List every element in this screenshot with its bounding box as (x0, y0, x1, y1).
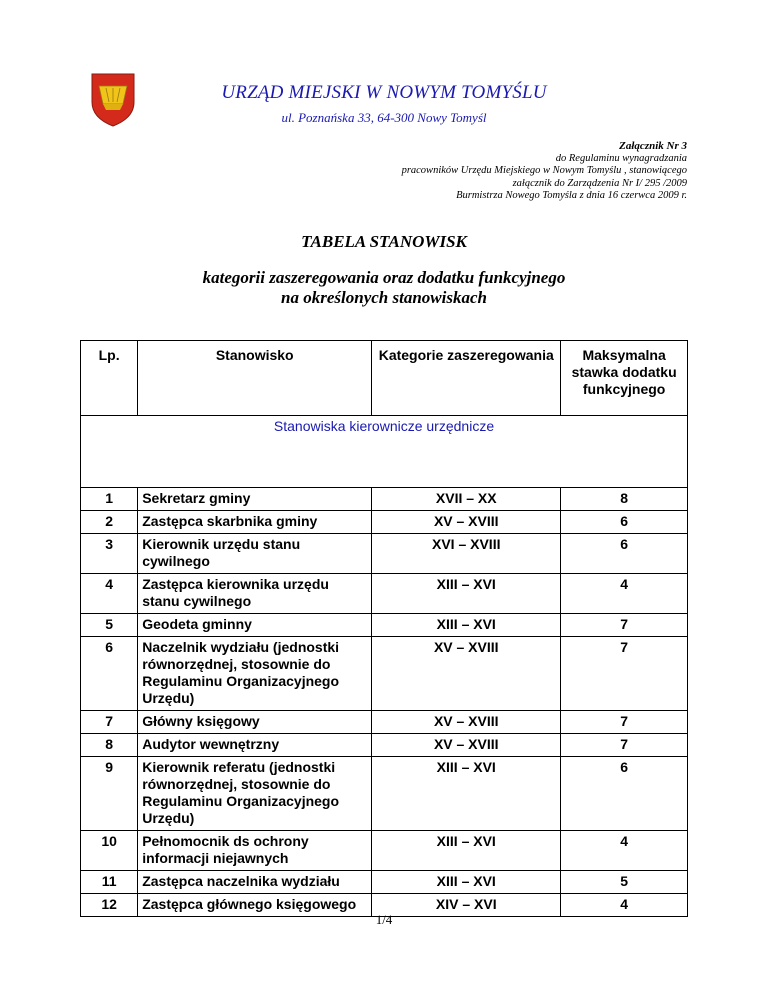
row-max-rate: 7 (561, 711, 688, 734)
row-lp: 7 (81, 711, 138, 734)
row-category: XVI – XVIII (372, 534, 561, 574)
office-name: URZĄD MIEJSKI W NOWYM TOMYŚLU (221, 82, 547, 103)
row-max-rate: 5 (561, 871, 688, 894)
table-row (81, 488, 688, 511)
row-position: Kierownik urzędu stanu cywilnego (138, 534, 372, 574)
row-position: Geodeta gminny (138, 614, 372, 637)
row-position: Zastępca skarbnika gminy (138, 511, 372, 534)
annex-line: do Regulaminu wynagradzania (555, 152, 687, 164)
row-lp: 6 (81, 637, 138, 711)
row-category: XIV – XVI (372, 894, 561, 917)
row-lp: 5 (81, 614, 138, 637)
table-row (81, 511, 688, 534)
row-max-rate: 7 (561, 637, 688, 711)
office-address: ul. Poznańska 33, 64-300 Nowy Tomyśl (281, 110, 487, 125)
row-lp: 8 (81, 734, 138, 757)
row-category: XIII – XVI (372, 831, 561, 871)
table-row (81, 831, 688, 871)
table-row (81, 711, 688, 734)
page-number: 1/4 (375, 912, 393, 927)
row-category: XV – XVIII (372, 711, 561, 734)
table-row (81, 574, 688, 614)
row-position: Zastępca kierownika urzędu stanu cywilnego (138, 574, 372, 614)
table-row (81, 734, 688, 757)
document-title: TABELA STANOWISK (301, 232, 467, 251)
row-max-rate: 6 (561, 757, 688, 831)
annex-note (402, 140, 687, 203)
table-row (81, 534, 688, 574)
row-lp: 10 (81, 831, 138, 871)
row-max-rate: 7 (561, 614, 688, 637)
section-title: Stanowiska kierownicze urzędnicze (81, 416, 688, 488)
row-category: XV – XVIII (372, 734, 561, 757)
row-category: XVII – XX (372, 488, 561, 511)
row-category: XV – XVIII (372, 637, 561, 711)
row-category: XIII – XVI (372, 871, 561, 894)
column-header-position: Stanowisko (138, 341, 372, 416)
row-position: Kierownik referatu (jednostki równorzędnej, stosownie do Regulaminu Organizacyjnego Urzędu) (138, 757, 372, 831)
subtitle-line-1: kategorii zaszeregowania oraz dodatku funkcyjnego (202, 268, 566, 287)
row-max-rate: 4 (561, 574, 688, 614)
positions-table (80, 340, 688, 917)
row-lp: 9 (81, 757, 138, 831)
row-category: XIII – XVI (372, 757, 561, 831)
annex-line: pracowników Urzędu Miejskiego w Nowym Tomyślu , stanowiącego (401, 165, 687, 176)
row-position: Naczelnik wydziału (jednostki równorzędnej, stosownie do Regulaminu Organizacyjnego Urzędu) (138, 637, 372, 711)
table-row (81, 614, 688, 637)
annex-line: załącznik do Zarządzenia Nr I/ 295 /2009 (512, 177, 687, 189)
table-row (81, 757, 688, 831)
column-header-lp: Lp. (81, 341, 138, 416)
row-position: Pełnomocnik ds ochrony informacji niejawnych (138, 831, 372, 871)
row-lp: 11 (81, 871, 138, 894)
row-lp: 2 (81, 511, 138, 534)
row-max-rate: 6 (561, 534, 688, 574)
row-lp: 1 (81, 488, 138, 511)
row-position: Zastępca naczelnika wydziału (138, 871, 372, 894)
annex-line: Burmistrza Nowego Tomyśla z dnia 16 czerwca 2009 r. (456, 190, 687, 201)
row-position: Główny księgowy (138, 711, 372, 734)
row-max-rate: 8 (561, 488, 688, 511)
table-row (81, 637, 688, 711)
row-category: XIII – XVI (372, 614, 561, 637)
document-subtitle (0, 268, 768, 308)
column-header-category: Kategorie zaszeregowania (372, 341, 561, 416)
row-max-rate: 4 (561, 831, 688, 871)
row-lp: 12 (81, 894, 138, 917)
row-position: Audytor wewnętrzny (138, 734, 372, 757)
row-category: XV – XVIII (372, 511, 561, 534)
row-position: Zastępca głównego księgowego (138, 894, 372, 917)
table-row (81, 871, 688, 894)
subtitle-line-2: na określonych stanowiskach (281, 288, 487, 307)
row-category: XIII – XVI (372, 574, 561, 614)
section-row (81, 416, 688, 488)
row-max-rate: 7 (561, 734, 688, 757)
row-lp: 4 (81, 574, 138, 614)
row-max-rate: 4 (561, 894, 688, 917)
column-header-max-rate: Maksymalna stawka dodatku funkcyjnego (561, 341, 688, 416)
row-max-rate: 6 (561, 511, 688, 534)
table-header-row (81, 341, 688, 416)
annex-heading: Załącznik Nr 3 (619, 140, 687, 152)
row-position: Sekretarz gminy (138, 488, 372, 511)
row-lp: 3 (81, 534, 138, 574)
